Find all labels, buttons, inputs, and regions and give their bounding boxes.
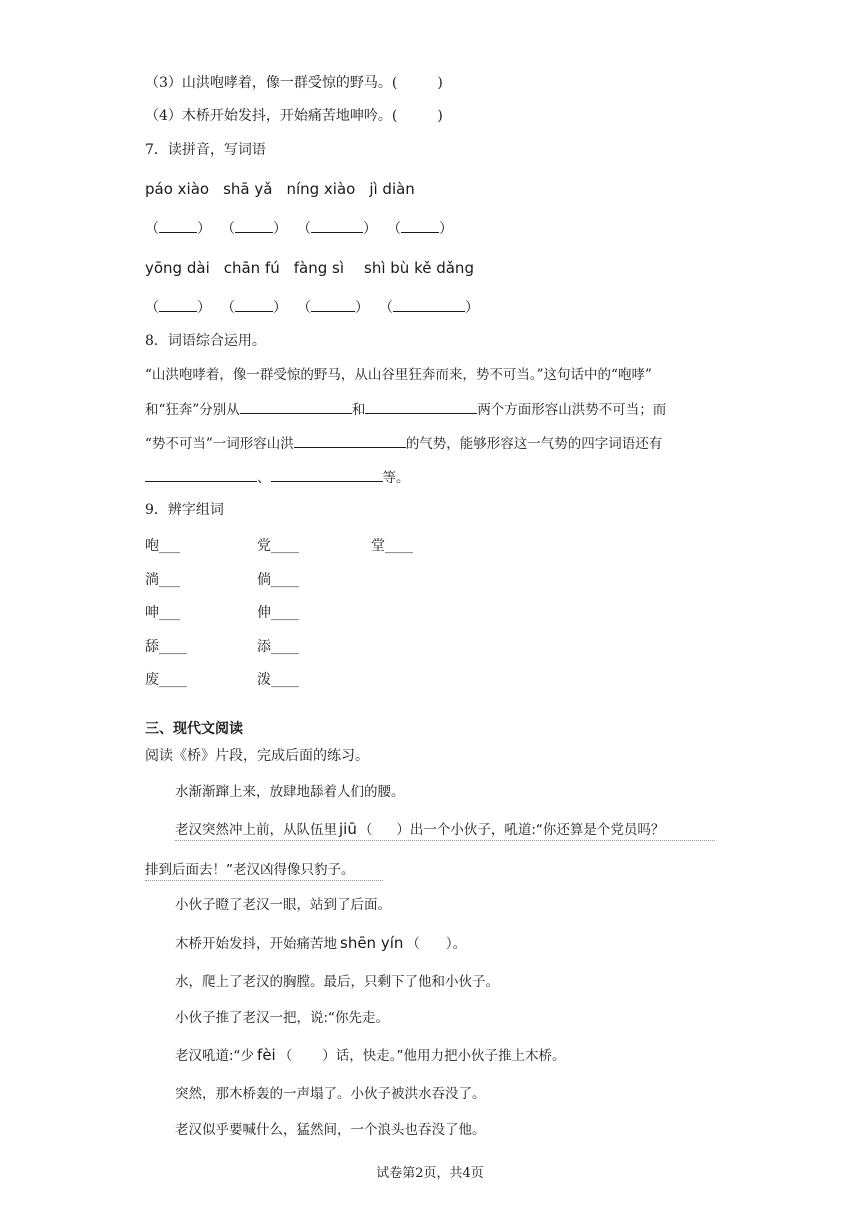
passage-paragraph: 老汉似乎要喊什么，猛然间，一个浪头也吞没了他。 — [175, 1122, 486, 1138]
passage-paragraph: 水，爬上了老汉的胸膛。最后，只剩下了他和小伙子。 — [175, 974, 499, 990]
pinyin: shēn yín — [340, 934, 404, 952]
pinyin: jì diàn — [369, 180, 415, 198]
section-heading: 三、现代文阅读 — [145, 721, 243, 737]
q9-row — [145, 669, 465, 689]
q9-row — [145, 602, 465, 622]
passage-paragraph: 老汉突然冲上前，从队伍里 jiū （ ）出一个小伙子，吼道:“你还算是个党员吗？ — [175, 819, 715, 841]
answer-blank[interactable] — [271, 467, 383, 482]
q9-row — [145, 636, 465, 656]
pinyin: jiū — [339, 820, 357, 838]
char-item: 淌___ — [145, 572, 180, 588]
answer-blank[interactable] — [145, 467, 257, 482]
char-item: 党____ — [257, 538, 299, 554]
q8-line-1: “山洪咆哮着，像一群受惊的野马，从山谷里狂奔而来，势不可当。”这句话中的“咆哮” — [145, 367, 652, 383]
pinyin: shā yǎ — [223, 180, 273, 198]
pinyin: yōng dài — [145, 259, 210, 277]
q8-line-4: 、 等。 — [145, 467, 410, 488]
char-item: 泼____ — [257, 672, 299, 688]
char-item: 咆___ — [145, 538, 180, 554]
answer-blank[interactable] — [311, 297, 355, 312]
passage-paragraph: 老汉吼道:“少 fèi （ ）话，快走。”他用力把小伙子推上木桥。 — [175, 1046, 566, 1064]
passage-paragraph: 突然，那木桥轰的一声塌了。小伙子被洪水吞没了。 — [175, 1086, 486, 1102]
char-item: 舔____ — [145, 639, 187, 655]
passage-paragraph: 小伙子推了老汉一把，说:“你先走。 — [175, 1010, 390, 1026]
char-item: 伸____ — [257, 605, 299, 621]
q8-line-2: 和“狂奔”分别从 和 两个方面形容山洪势不可当；而 — [145, 399, 666, 420]
pinyin: fèi — [257, 1046, 276, 1064]
q8-title: 8．词语综合运用。 — [145, 333, 266, 349]
q6-item-4: （4）木桥开始发抖，开始痛苦地呻吟。( ) — [145, 108, 443, 124]
passage-paragraph-continued: 排到后面去！”老汉凶得像只豹子。 — [145, 860, 383, 881]
char-item: 倘____ — [257, 572, 299, 588]
q7-answer-row-1: （ ） （ ） （ ） （ ） — [145, 218, 453, 239]
section-intro: 阅读《桥》片段，完成后面的练习。 — [145, 748, 369, 764]
q9-title: 9．辨字组词 — [145, 502, 224, 518]
q7-answer-row-2: （ ） （ ） （ ） （ ） — [145, 297, 479, 318]
answer-blank[interactable] — [159, 218, 197, 233]
answer-blank[interactable] — [235, 218, 273, 233]
char-item: 堂____ — [371, 538, 413, 554]
pinyin: shì bù kě dǎng — [364, 259, 474, 277]
pinyin: páo xiào — [145, 180, 210, 198]
q9-row — [145, 569, 465, 589]
char-item: 废____ — [145, 672, 187, 688]
answer-blank[interactable] — [235, 297, 273, 312]
passage-paragraph: 水渐渐蹿上来，放肆地舔着人们的腰。 — [175, 784, 405, 800]
q9-row — [145, 535, 465, 555]
q7-pinyin-row-1 — [145, 179, 415, 199]
pinyin: níng xiào — [286, 180, 356, 198]
passage-paragraph: 小伙子瞪了老汉一眼，站到了后面。 — [175, 897, 391, 913]
q7-pinyin-row-2 — [145, 258, 474, 278]
answer-blank[interactable] — [365, 399, 477, 414]
answer-blank[interactable] — [294, 433, 406, 448]
char-item: 呻___ — [145, 605, 180, 621]
pinyin: chān fú — [223, 259, 280, 277]
q8-line-3: “势不可当”一词形容山洪 的气势，能够形容这一气势的四字词语还有 — [145, 433, 662, 454]
page-footer: 试卷第2页，共4页 — [376, 1166, 484, 1181]
answer-blank[interactable] — [311, 218, 363, 233]
pinyin: fàng sì — [293, 259, 345, 277]
answer-blank[interactable] — [401, 218, 439, 233]
answer-blank[interactable] — [240, 399, 352, 414]
passage-paragraph: 木桥开始发抖，开始痛苦地 shēn yín （ ）。 — [175, 934, 467, 952]
char-item: 添____ — [257, 639, 299, 655]
q7-title: 7．读拼音，写词语 — [145, 142, 266, 158]
answer-blank[interactable] — [393, 297, 465, 312]
q6-item-3: （3）山洪咆哮着，像一群受惊的野马。( ) — [145, 75, 443, 91]
answer-blank[interactable] — [159, 297, 197, 312]
